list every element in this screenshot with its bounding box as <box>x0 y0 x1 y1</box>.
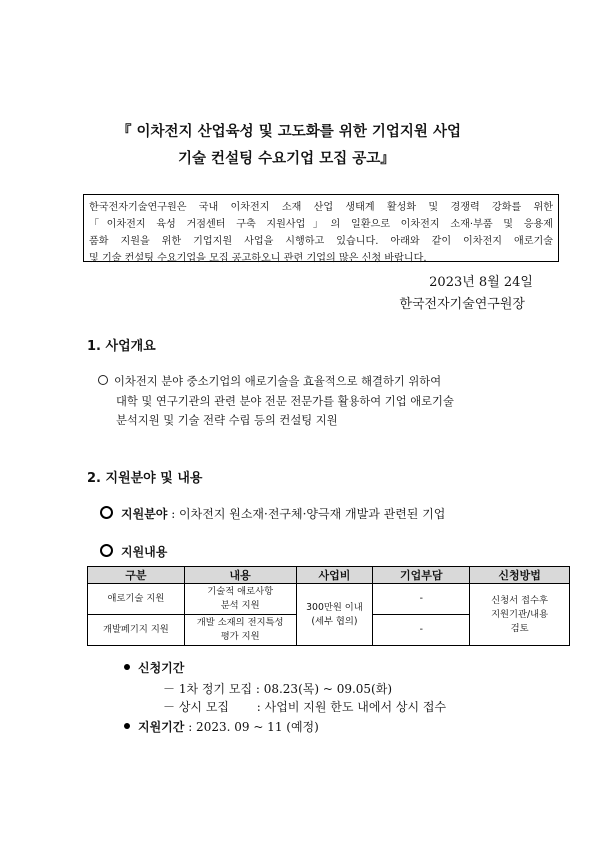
application-period-label: 신청기간 <box>138 661 185 675</box>
table-row <box>88 584 570 615</box>
table-header-cell: 내용 <box>184 567 296 584</box>
application-period-row <box>124 659 184 676</box>
table-cell-burden: - <box>373 584 470 615</box>
application-period-item: － 1차 정기 모집 : 08.23(목) ~ 09.05(화) <box>163 682 393 696</box>
hollow-circle-icon <box>98 375 108 385</box>
table-header-cell: 기업부담 <box>373 567 470 584</box>
support-content-label: 지원내용 <box>121 545 168 559</box>
support-period-label: 지원기간 <box>138 720 185 734</box>
table-cell-content: 기술적 애로사항 분석 지원 <box>184 584 296 615</box>
section2-heading: 2. 지원분야 및 내용 <box>87 471 203 486</box>
intro-line: 「이차전지 육성 거점센터 구축 지원사업」의 일환으로 이차전지 소재·부품 및 응용제 <box>89 219 553 230</box>
document-title-line2: 기술 컨설팅 수요기업 모집 공고』 <box>178 151 395 167</box>
support-field-value: : 이차전지 원소재·전구체·양극재 개발과 관련된 기업 <box>171 507 446 521</box>
intro-line: 품화 지원을 위한 기업지원 사업을 시행하고 있습니다. 아래와 같이 이차전지 애로기술 <box>89 236 553 247</box>
intro-box <box>83 194 559 262</box>
support-period-row <box>124 718 319 735</box>
section1-heading: 1. 사업개요 <box>87 339 156 354</box>
table-cell-method: 신청서 접수후 지원기관/내용 검토 <box>470 584 570 646</box>
table-header-row <box>88 567 570 584</box>
announcement-date: 2023년 8월 24일 <box>429 275 533 290</box>
document-title-line1: 『 이차전지 산업육성 및 고도화를 위한 기업지원 사업 <box>117 124 461 140</box>
support-period-value: : 2023. 09 ~ 11 (예정) <box>188 720 319 734</box>
intro-line: 및 기술 컨설팅 수요기업을 모집 공고하오니 관련 기업의 많은 신청 바랍니다. <box>89 253 427 264</box>
hollow-circle-icon <box>100 544 113 557</box>
table-cell-category: 개발페기지 지원 <box>88 615 185 646</box>
table-header-cell: 사업비 <box>296 567 373 584</box>
table-header-cell: 신청방법 <box>470 567 570 584</box>
support-field-row <box>100 505 445 522</box>
application-period-item: － 상시 모집 : 사업비 지원 한도 내에서 상시 접수 <box>163 700 447 714</box>
bullet-dot-icon <box>124 723 130 729</box>
hollow-circle-icon <box>100 506 113 519</box>
section1-line: 대학 및 연구기관의 관련 분야 전문 전문가를 활용하여 기업 애로기술 <box>116 395 454 408</box>
table-cell-burden: - <box>373 615 470 646</box>
support-field-label: 지원분야 <box>121 507 168 521</box>
organization-name: 한국전자기술연구원장 <box>399 297 525 312</box>
section1-line: 분석지원 및 기술 전략 수립 등의 컨설팅 지원 <box>116 414 338 427</box>
table-cell-category: 애로기술 지원 <box>88 584 185 615</box>
bullet-dot-icon <box>124 664 130 670</box>
table-cell-content: 개발 소재의 전지특성 평가 지원 <box>184 615 296 646</box>
section1-line: 이차전지 분야 중소기업의 애로기술을 효율적으로 해결하기 위하여 <box>98 373 441 389</box>
intro-line: 한국전자기술연구원은 국내 이차전지 소재 산업 생태계 활성화 및 경쟁력 강화를 위한 <box>89 202 553 213</box>
table-cell-cost: 300만원 이내 (세부 협의) <box>296 584 373 646</box>
table-header-cell: 구분 <box>88 567 185 584</box>
support-table <box>87 566 570 646</box>
support-content-row <box>100 543 167 560</box>
